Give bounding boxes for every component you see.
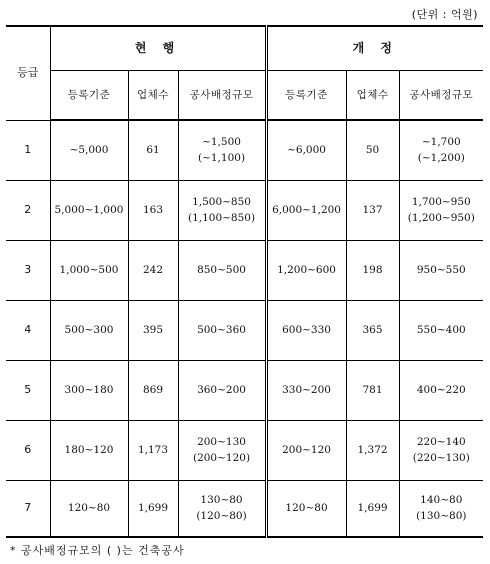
revised-count-cell: [346, 480, 399, 537]
unit-label: (단위 : 억원): [411, 8, 478, 21]
current-scale-cell-line: 200~130: [197, 436, 246, 448]
revised-registration-cell: [266, 180, 346, 240]
current-scale-cell-line: ~1,500: [202, 136, 241, 149]
revised-registration-cell-line: ~6,000: [287, 144, 326, 157]
revised-scale-cell: [399, 360, 483, 420]
current-registration-cell: [50, 480, 128, 537]
table-row: [6, 180, 483, 240]
current-scale-cell-line: 130~80: [200, 494, 243, 507]
grade-cell: [6, 480, 50, 537]
current-scale-cell-line: 500~360: [197, 324, 246, 336]
table-row: [6, 360, 483, 420]
revised-count-cell-line: 781: [362, 384, 383, 396]
revised-count-cell: [346, 180, 399, 240]
group-revised-header: 개 정: [266, 26, 483, 70]
current-registration-cell: [50, 120, 128, 180]
revised-count-cell: [346, 360, 399, 420]
grade-cell: [6, 360, 50, 420]
col-header: 공사배정규모: [399, 70, 483, 120]
col-header: 등록기준: [50, 70, 128, 120]
grade-cell: [6, 300, 50, 360]
revised-count-cell-line: 1,699: [357, 502, 388, 515]
current-scale-cell-line: (120~80): [196, 510, 247, 523]
current-count-cell-line: 242: [142, 264, 164, 276]
grade-table: [6, 25, 483, 538]
revised-scale-cell-line: 400~220: [416, 384, 466, 396]
current-scale-cell: [178, 360, 266, 420]
current-count-cell: [128, 120, 178, 180]
revised-scale-cell: [399, 120, 483, 180]
current-scale-cell-line: 850~500: [197, 264, 246, 276]
revised-scale-cell-line: (220~130): [412, 452, 470, 464]
current-registration-cell: [50, 180, 128, 240]
grade-cell-line: 1: [24, 143, 32, 156]
revised-scale-cell: [399, 180, 483, 240]
current-scale-cell: [178, 240, 266, 300]
current-registration-cell: [50, 420, 128, 480]
current-count-cell-line: 163: [142, 204, 164, 216]
revised-count-cell-line: 137: [362, 204, 383, 216]
current-count-cell: [128, 420, 178, 480]
current-count-cell: [128, 360, 178, 420]
current-count-cell: [128, 240, 178, 300]
revised-registration-cell: [266, 300, 346, 360]
revised-registration-cell: [266, 360, 346, 420]
revised-scale-cell: [399, 240, 483, 300]
revised-count-cell: [346, 120, 399, 180]
current-registration-cell-line: 500~300: [64, 324, 114, 336]
current-scale-cell-line: (1,100~850): [187, 212, 256, 224]
col-header: 공사배정규모: [178, 70, 266, 120]
table-row: [6, 300, 483, 360]
current-registration-cell: [50, 300, 128, 360]
revised-scale-cell-line: 220~140: [416, 436, 466, 448]
current-registration-cell-line: 300~180: [64, 384, 114, 396]
grade-cell: [6, 120, 50, 180]
grade-cell: [6, 240, 50, 300]
current-scale-cell: [178, 180, 266, 240]
current-scale-cell-line: 360~200: [197, 384, 246, 396]
revised-registration-cell-line: 1,200~600: [277, 264, 336, 276]
revised-scale-cell: [399, 420, 483, 480]
current-registration-cell-line: ~5,000: [69, 144, 109, 157]
revised-count-cell: [346, 240, 399, 300]
current-registration-cell-line: 180~120: [64, 444, 114, 456]
revised-registration-cell: [266, 240, 346, 300]
revised-registration-cell: [266, 480, 346, 537]
current-scale-cell: [178, 420, 266, 480]
revised-scale-cell-line: (~1,200): [417, 152, 465, 165]
revised-registration-cell-line: 200~120: [282, 444, 331, 456]
current-count-cell-line: 869: [142, 384, 164, 396]
current-scale-cell-line: (200~120): [192, 452, 251, 464]
grade-cell-line: 4: [24, 323, 32, 336]
revised-scale-cell: [399, 480, 483, 537]
current-count-cell-line: 1,699: [137, 502, 169, 515]
revised-count-cell-line: 50: [365, 144, 380, 157]
col-header: 등록기준: [266, 70, 346, 120]
current-registration-cell-line: 5,000~1,000: [54, 204, 124, 216]
current-scale-cell: [178, 480, 266, 537]
grade-cell-line: 2: [24, 203, 32, 216]
revised-scale-cell-line: 140~80: [420, 494, 463, 507]
grade-cell: [6, 180, 50, 240]
grade-cell-line: 7: [24, 501, 32, 515]
revised-registration-cell: [266, 420, 346, 480]
table-body: [6, 120, 483, 537]
current-count-cell-line: 1,173: [137, 444, 169, 456]
revised-scale-cell-line: 1,700~950: [411, 196, 471, 208]
revised-scale-cell-line: 550~400: [416, 324, 466, 336]
revised-count-cell-line: 365: [362, 324, 383, 336]
table-row: [6, 480, 483, 537]
revised-scale-cell-line: (1,200~950): [407, 212, 475, 224]
grade-cell-line: 3: [24, 263, 32, 276]
table-row: [6, 240, 483, 300]
current-scale-cell: [178, 300, 266, 360]
current-scale-cell: [178, 120, 266, 180]
grade-cell-line: 5: [24, 383, 32, 396]
revised-scale-cell-line: ~1,700: [421, 136, 461, 149]
table-row: [6, 420, 483, 480]
revised-scale-cell-line: 950~550: [416, 264, 466, 276]
revised-scale-cell-line: (130~80): [416, 510, 467, 523]
revised-count-cell-line: 1,372: [357, 444, 388, 456]
table-row: [6, 120, 483, 180]
current-count-cell: [128, 180, 178, 240]
current-count-cell-line: 61: [146, 144, 160, 157]
revised-count-cell-line: 198: [362, 264, 383, 276]
revised-registration-cell-line: 120~80: [285, 502, 328, 515]
grade-header: 등급: [6, 26, 50, 120]
current-count-cell: [128, 300, 178, 360]
revised-registration-cell-line: 330~200: [282, 384, 331, 396]
col-header: 업체수: [128, 70, 178, 120]
current-scale-cell-line: 1,500~850: [192, 196, 251, 208]
current-count-cell-line: 395: [142, 324, 164, 336]
current-registration-cell-line: 120~80: [67, 502, 111, 515]
grade-cell: [6, 420, 50, 480]
revised-registration-cell-line: 6,000~1,200: [272, 204, 341, 216]
revised-registration-cell: [266, 120, 346, 180]
revised-count-cell: [346, 420, 399, 480]
current-count-cell: [128, 480, 178, 537]
col-header: 업체수: [346, 70, 399, 120]
footnote: * 공사배정규모의 ( )는 건축공사: [10, 544, 185, 557]
group-current-header: 현 행: [50, 26, 266, 70]
current-registration-cell: [50, 240, 128, 300]
current-scale-cell-line: (~1,100): [197, 152, 246, 165]
grade-cell-line: 6: [24, 443, 32, 456]
current-registration-cell: [50, 360, 128, 420]
revised-count-cell: [346, 300, 399, 360]
revised-registration-cell-line: 600~330: [282, 324, 331, 336]
revised-scale-cell: [399, 300, 483, 360]
current-registration-cell-line: 1,000~500: [59, 264, 119, 276]
